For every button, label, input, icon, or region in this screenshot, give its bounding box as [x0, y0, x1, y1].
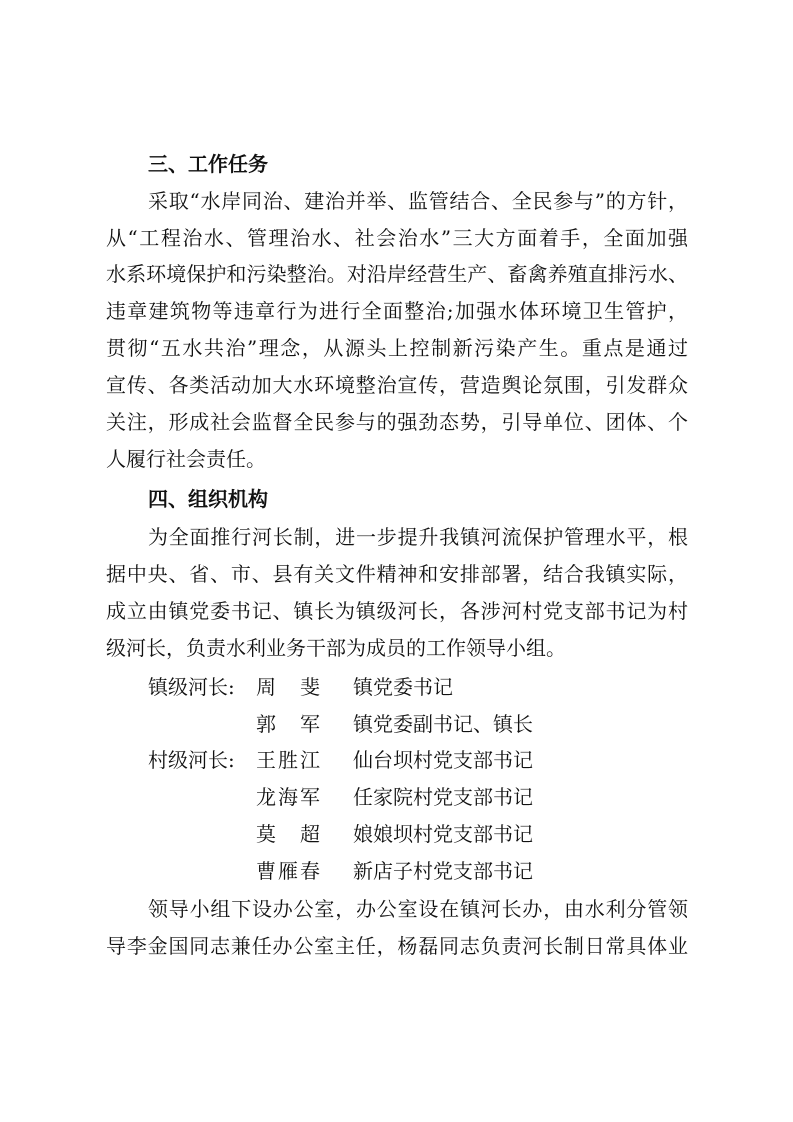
- member-title: 镇党委书记: [353, 675, 453, 699]
- paragraph-line: 为全面推行河长制，进一步提升我镇河流保护管理水平，根: [148, 525, 688, 549]
- paragraph-line: 导李金国同志兼任办公室主任，杨磊同志负责河长制日常具体业: [106, 934, 688, 958]
- paragraph-line: 关注，形成社会监督全民参与的强劲态势，引导单位、团体、个: [106, 410, 688, 434]
- paragraph-line: 从“工程治水、管理治水、社会治水”三大方面着手，全面加强: [106, 226, 688, 250]
- paragraph-line: 成立由镇党委书记、镇长为镇级河长，各涉河村党支部书记为村: [106, 599, 688, 623]
- section-4-heading: 四、组织机构: [148, 487, 268, 511]
- paragraph-line: 人履行社会责任。: [106, 447, 266, 471]
- member-name: 郭 军: [256, 712, 320, 736]
- member-name: 莫 超: [256, 822, 320, 846]
- member-name: 曹雁春: [256, 859, 320, 883]
- paragraph-line: 级河长，负责水利业务干部为成员的工作领导小组。: [106, 636, 566, 660]
- paragraph-line: 据中央、省、市、县有关文件精神和安排部署，结合我镇实际，: [106, 562, 688, 586]
- paragraph-line: 违章建筑物等违章行为进行全面整治;加强水体环境卫生管护，: [106, 299, 688, 323]
- paragraph-line: 水系环境保护和污染整治。对沿岸经营生产、畜禽养殖直排污水、: [106, 262, 688, 286]
- member-title: 任家院村党支部书记: [353, 785, 533, 809]
- member-title: 镇党委副书记、镇长: [353, 712, 533, 736]
- member-role-label: 村级河长:: [148, 748, 235, 772]
- paragraph-line: 贯彻“五水共治”理念，从源头上控制新污染产生。重点是通过: [106, 336, 688, 360]
- member-name: 王胜江: [256, 748, 320, 772]
- member-role-label: 镇级河长:: [148, 675, 235, 699]
- member-name: 龙海军: [256, 785, 320, 809]
- paragraph-line: 宣传、各类活动加大水环境整治宣传，营造舆论氛围，引发群众: [106, 373, 688, 397]
- section-3-heading: 三、工作任务: [148, 152, 268, 176]
- paragraph-line: 领导小组下设办公室，办公室设在镇河长办，由水利分管领: [148, 897, 688, 921]
- member-name: 周 斐: [256, 675, 320, 699]
- paragraph-line: 采取“水岸同治、建治并举、监管结合、全民参与”的方针，: [148, 189, 688, 213]
- member-title: 新店子村党支部书记: [353, 859, 533, 883]
- member-title: 仙台坝村党支部书记: [353, 748, 533, 772]
- member-title: 娘娘坝村党支部书记: [353, 822, 533, 846]
